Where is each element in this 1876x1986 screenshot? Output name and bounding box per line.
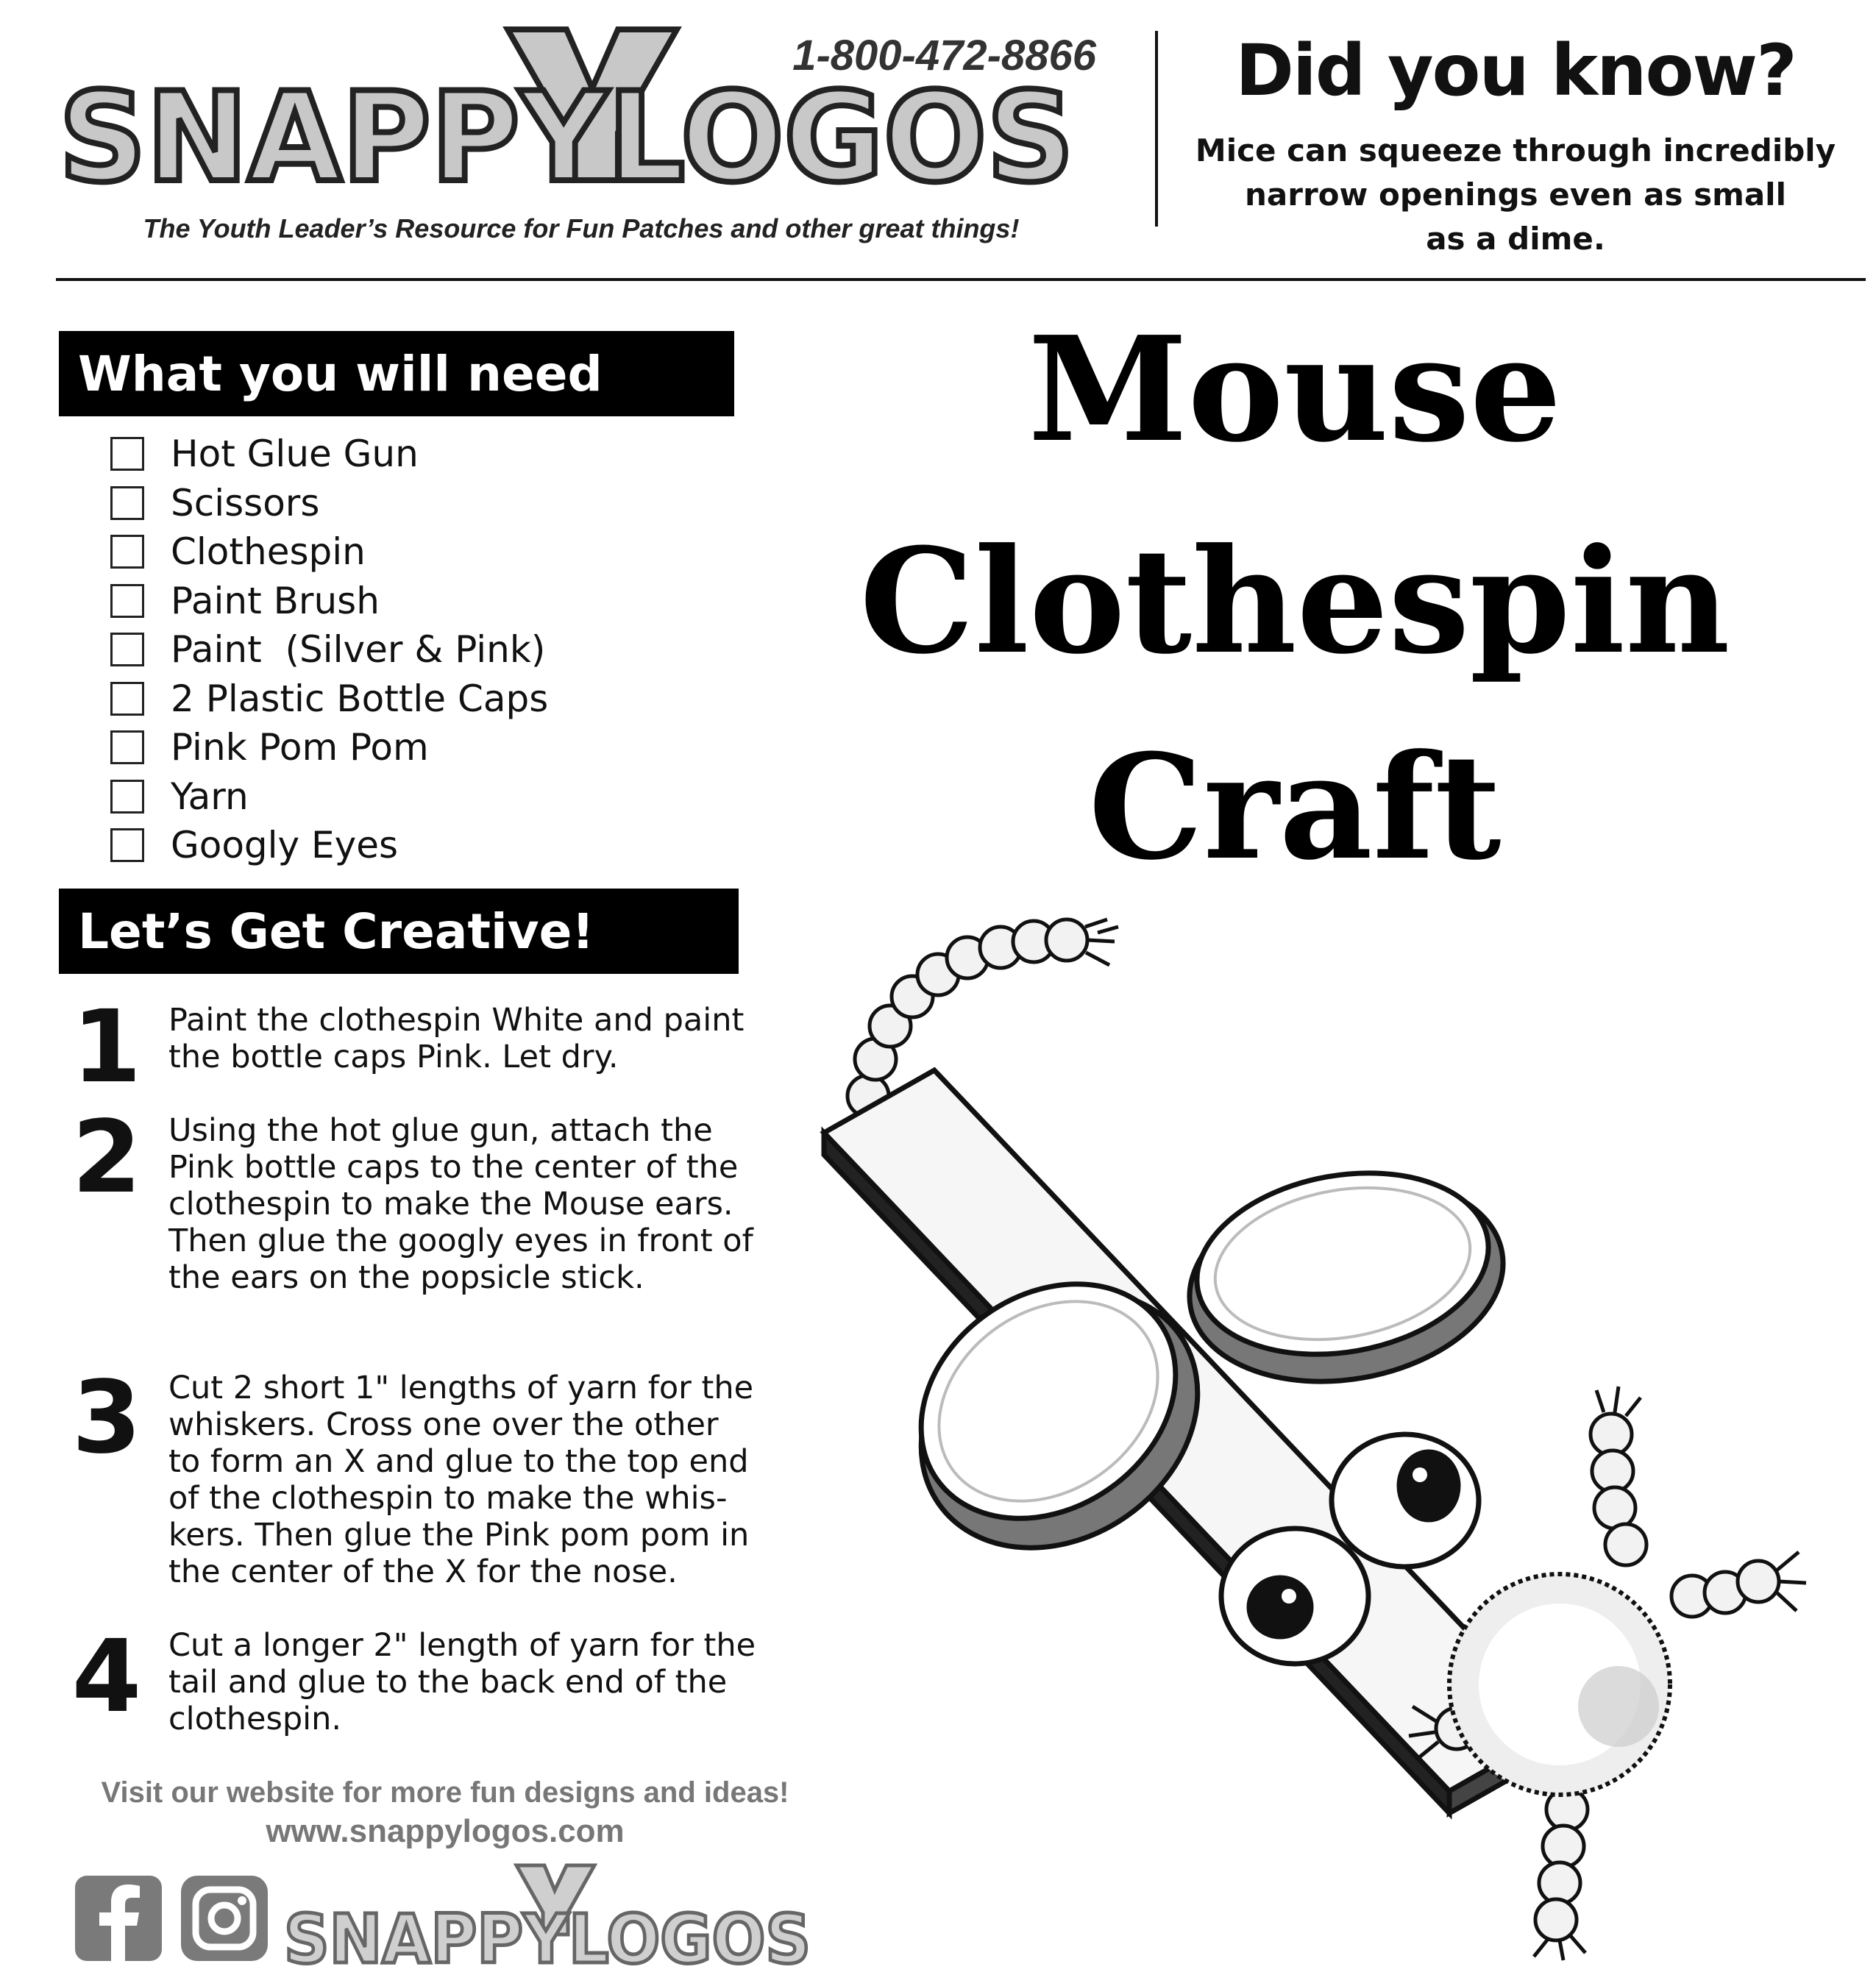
step-number: 3 xyxy=(71,1360,142,1476)
step-number: 2 xyxy=(71,1100,142,1216)
fact-line: narrow openings even as small xyxy=(1245,177,1786,213)
step-text xyxy=(168,1002,764,1075)
supply-item xyxy=(110,527,772,577)
supply-item xyxy=(110,430,772,479)
supply-item xyxy=(110,625,772,675)
step-line: Then glue the googly eyes in front of xyxy=(168,1222,753,1259)
googly-eye-upper xyxy=(1332,1434,1479,1567)
title-line: Clothespin xyxy=(859,517,1730,686)
title-line: Mouse xyxy=(1028,305,1562,474)
supply-item xyxy=(110,723,772,772)
did-you-know-heading: Did you know? xyxy=(1235,29,1796,112)
instagram-icon[interactable] xyxy=(180,1874,269,1962)
footer-logo-wordmark: SNAPPYLOGOS xyxy=(284,1900,811,1971)
supply-label: Paint Brush xyxy=(171,579,380,622)
step-line: Cut a longer 2" length of yarn for the xyxy=(168,1627,756,1664)
supply-label: Scissors xyxy=(171,481,320,524)
checkbox-icon[interactable] xyxy=(110,682,144,716)
step-line: to form an X and glue to the top end xyxy=(168,1443,749,1480)
what-you-will-need-heading: What you will need xyxy=(59,331,734,416)
step-number: 4 xyxy=(71,1619,142,1735)
facebook-icon[interactable] xyxy=(74,1874,163,1962)
checkbox-icon[interactable] xyxy=(110,437,144,471)
fact-line: Mice can squeeze through incredibly xyxy=(1195,132,1836,168)
googly-eye-lower xyxy=(1221,1528,1368,1664)
step-line: tail and glue to the back end of the xyxy=(168,1664,728,1701)
step-line: of the clothespin to make the whis- xyxy=(168,1480,728,1517)
header-divider xyxy=(1155,31,1158,227)
supply-item xyxy=(110,577,772,626)
step-line: Pink bottle caps to the center of the xyxy=(168,1149,739,1186)
checkbox-icon[interactable] xyxy=(110,584,144,618)
step-number: 1 xyxy=(71,989,142,1106)
step-text xyxy=(168,1370,764,1590)
step-line: clothespin. xyxy=(168,1701,342,1737)
step-line: whiskers. Cross one over the other xyxy=(168,1406,719,1443)
pom-pom-nose xyxy=(1449,1574,1670,1795)
supply-item xyxy=(110,675,772,724)
step-line: Using the hot glue gun, attach the xyxy=(168,1112,713,1149)
step-line: the ears on the popsicle stick. xyxy=(168,1259,644,1296)
step-text xyxy=(168,1627,764,1737)
step-line: Paint the clothespin White and paint xyxy=(168,1002,745,1039)
supply-label: Googly Eyes xyxy=(171,824,399,867)
fact-line: as a dime. xyxy=(1426,221,1605,257)
footer-snappylogos-logo xyxy=(281,1861,817,1971)
step-line: the bottle caps Pink. Let dry. xyxy=(168,1039,619,1075)
checkbox-icon[interactable] xyxy=(110,486,144,520)
header-rule xyxy=(56,278,1866,281)
checkbox-icon[interactable] xyxy=(110,730,144,764)
step-line: kers. Then glue the Pink pom pom in xyxy=(168,1517,750,1553)
yarn-tail xyxy=(848,919,1118,1117)
step-text xyxy=(168,1112,764,1296)
supply-label: Pink Pom Pom xyxy=(171,726,429,769)
step-line: clothespin to make the Mouse ears. xyxy=(168,1186,733,1222)
supply-label: Yarn xyxy=(171,775,249,818)
logo-wordmark: SNAPPYLOGOS xyxy=(59,65,1074,210)
supply-item xyxy=(110,821,772,870)
step-line: the center of the X for the nose. xyxy=(168,1553,678,1590)
supply-label: Paint (Silver & Pink) xyxy=(171,628,546,672)
checkbox-icon[interactable] xyxy=(110,828,144,862)
checkbox-icon[interactable] xyxy=(110,780,144,814)
checkbox-icon[interactable] xyxy=(110,535,144,569)
checkbox-icon[interactable] xyxy=(110,633,144,666)
supply-label: Clothespin xyxy=(171,530,366,574)
supply-item xyxy=(110,479,772,528)
supply-label: 2 Plastic Bottle Caps xyxy=(171,677,549,720)
supply-item xyxy=(110,772,772,822)
tagline: The Youth Leader’s Resource for Fun Patches and other great things! xyxy=(143,213,1020,243)
supply-label: Hot Glue Gun xyxy=(171,433,419,476)
mouse-clothespin-illustration xyxy=(795,912,1839,1964)
fun-fact xyxy=(1184,129,1847,261)
phone-number: 1-800-472-8866 xyxy=(792,32,1096,79)
title-line: Craft xyxy=(1088,723,1502,892)
bottle-cap-ear-right xyxy=(1173,1151,1519,1405)
lets-get-creative-heading: Let’s Get Creative! xyxy=(59,889,739,974)
website-link[interactable]: www.snappylogos.com xyxy=(266,1813,625,1849)
visit-website-text: Visit our website for more fun designs and ideas! xyxy=(101,1776,789,1809)
step-line: Cut 2 short 1" lengths of yarn for the xyxy=(168,1370,754,1406)
supply-checklist xyxy=(110,430,772,870)
